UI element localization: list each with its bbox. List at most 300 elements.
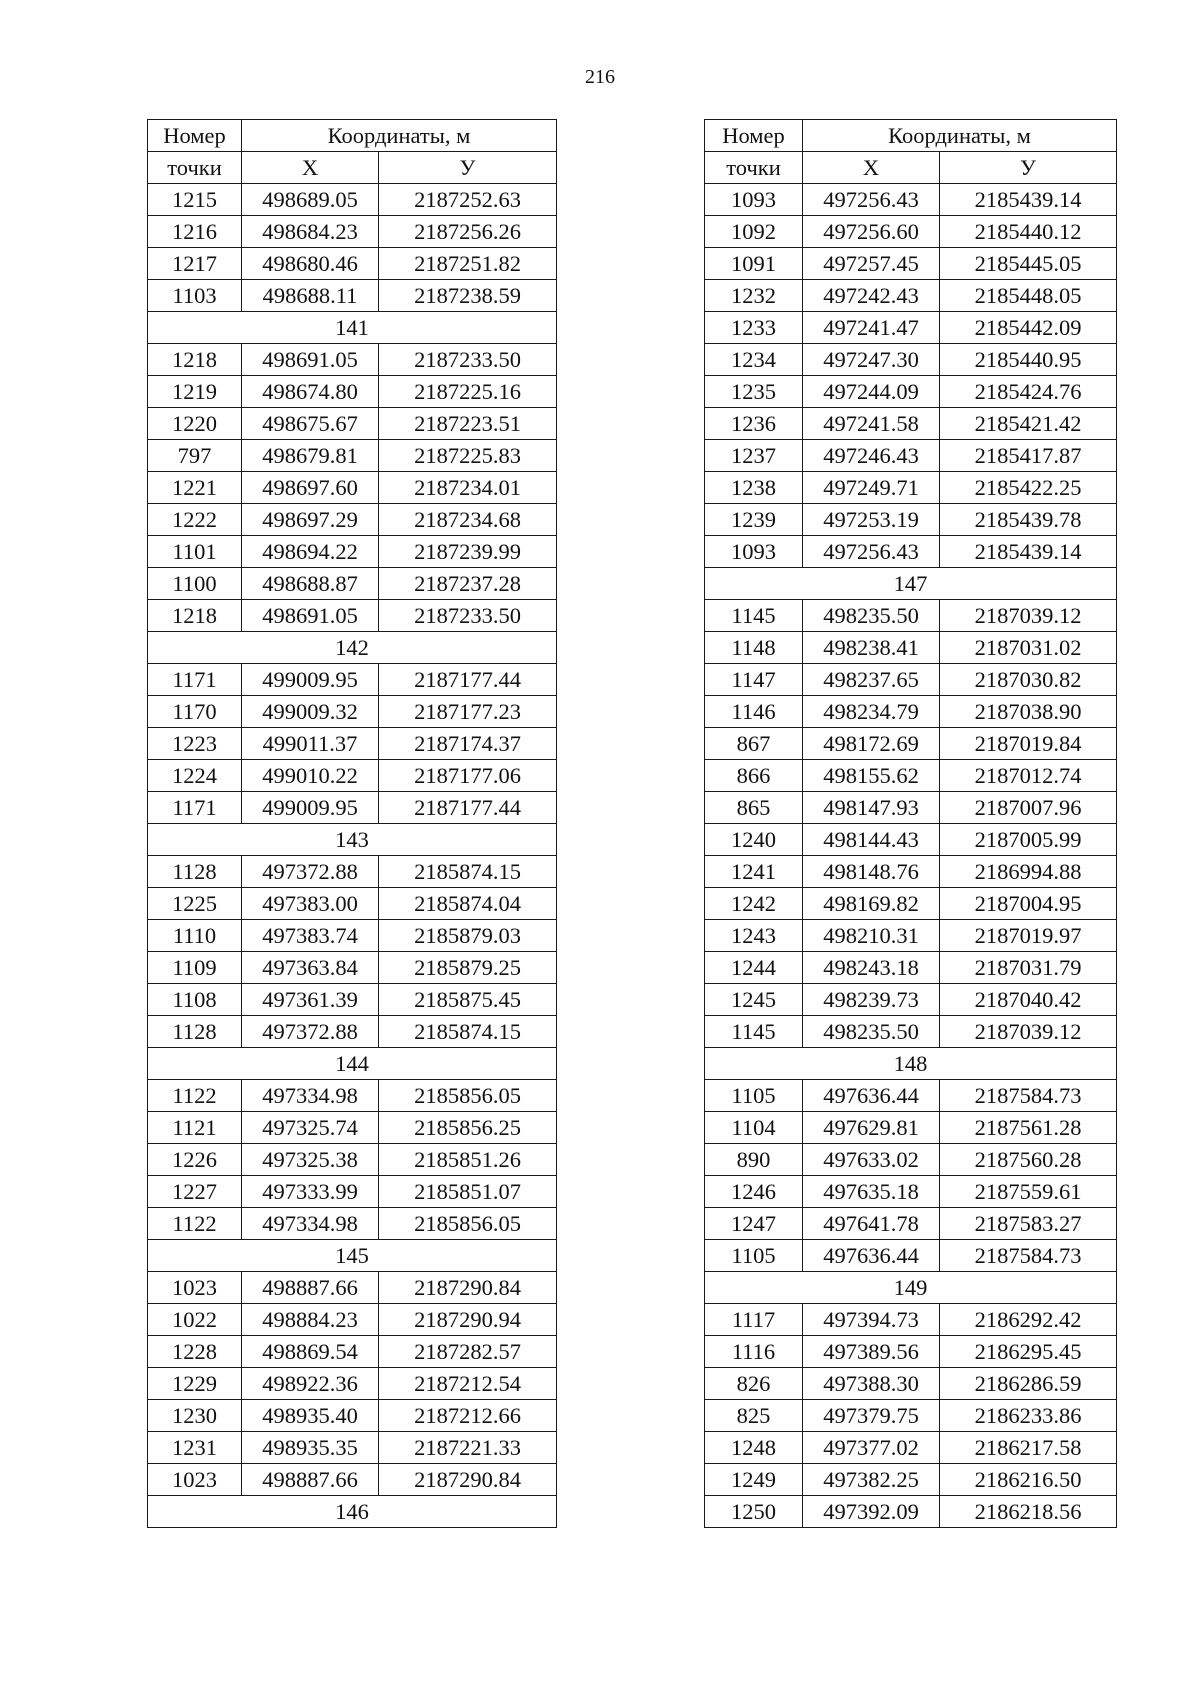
table-row [148, 1176, 557, 1208]
y-coordinate-cell: 2185424.76 [940, 376, 1117, 408]
point-number-cell: 1109 [148, 952, 242, 984]
table-row [705, 1144, 1117, 1176]
y-coordinate-cell: 2185445.05 [940, 248, 1117, 280]
coordinates-table-right [704, 119, 1117, 1528]
point-number-cell: 1091 [705, 248, 803, 280]
x-coordinate-cell: 498144.43 [803, 824, 940, 856]
x-coordinate-cell: 498869.54 [242, 1336, 379, 1368]
table-row [705, 472, 1117, 504]
y-coordinate-cell: 2186216.50 [940, 1464, 1117, 1496]
table-row [705, 984, 1117, 1016]
point-number-cell: 1227 [148, 1176, 242, 1208]
point-number-cell: 1234 [705, 344, 803, 376]
x-coordinate-cell: 498935.40 [242, 1400, 379, 1432]
y-coordinate-cell: 2187251.82 [379, 248, 557, 280]
y-coordinate-cell: 2186217.58 [940, 1432, 1117, 1464]
y-coordinate-cell: 2187007.96 [940, 792, 1117, 824]
point-number-cell: 1249 [705, 1464, 803, 1496]
x-coordinate-cell: 497334.98 [242, 1208, 379, 1240]
x-coordinate-cell: 498237.65 [803, 664, 940, 696]
table-row [148, 408, 557, 440]
y-coordinate-cell: 2187177.44 [379, 664, 557, 696]
x-coordinate-cell: 498684.23 [242, 216, 379, 248]
table-row [148, 1432, 557, 1464]
table-row [705, 1368, 1117, 1400]
y-coordinate-cell: 2187030.82 [940, 664, 1117, 696]
section-row [148, 1048, 557, 1080]
point-number-cell: 1108 [148, 984, 242, 1016]
table-row [148, 856, 557, 888]
x-coordinate-cell: 499009.95 [242, 792, 379, 824]
y-coordinate-cell: 2187290.84 [379, 1464, 557, 1496]
point-number-cell: 1117 [705, 1304, 803, 1336]
y-coordinate-cell: 2185856.05 [379, 1208, 557, 1240]
point-number-cell: 1226 [148, 1144, 242, 1176]
point-number-cell: 1223 [148, 728, 242, 760]
point-number-cell: 1128 [148, 1016, 242, 1048]
table-row [705, 504, 1117, 536]
point-number-cell: 1230 [148, 1400, 242, 1432]
y-coordinate-cell: 2187290.94 [379, 1304, 557, 1336]
x-coordinate-cell: 499009.32 [242, 696, 379, 728]
point-number-header-line2: точки [705, 152, 803, 184]
section-number: 141 [148, 312, 557, 344]
point-number-cell: 1244 [705, 952, 803, 984]
section-number: 144 [148, 1048, 557, 1080]
table-row [148, 888, 557, 920]
x-coordinate-cell: 497372.88 [242, 856, 379, 888]
x-coordinate-cell: 497382.25 [803, 1464, 940, 1496]
section-row [148, 632, 557, 664]
section-number: 148 [705, 1048, 1117, 1080]
point-number-cell: 1220 [148, 408, 242, 440]
x-coordinate-cell: 497389.56 [803, 1336, 940, 1368]
table-row [148, 344, 557, 376]
table-row [148, 728, 557, 760]
point-number-cell: 1242 [705, 888, 803, 920]
x-coordinate-cell: 497361.39 [242, 984, 379, 1016]
point-number-cell: 890 [705, 1144, 803, 1176]
table-row [148, 216, 557, 248]
table-row [705, 376, 1117, 408]
point-number-header: Номер [148, 120, 242, 152]
table-row [705, 1464, 1117, 1496]
x-coordinate-cell: 497641.78 [803, 1208, 940, 1240]
point-number-cell: 1145 [705, 1016, 803, 1048]
section-number: 142 [148, 632, 557, 664]
y-coordinate-cell: 2187212.66 [379, 1400, 557, 1432]
y-coordinate-cell: 2187039.12 [940, 1016, 1117, 1048]
x-coordinate-cell: 498697.29 [242, 504, 379, 536]
table-row [705, 536, 1117, 568]
section-row [148, 312, 557, 344]
table-row [148, 1080, 557, 1112]
point-number-cell: 1233 [705, 312, 803, 344]
y-coordinate-cell: 2187031.02 [940, 632, 1117, 664]
point-number-cell: 1239 [705, 504, 803, 536]
y-coordinate-cell: 2187040.42 [940, 984, 1117, 1016]
point-number-header: Номер [705, 120, 803, 152]
x-coordinate-cell: 498922.36 [242, 1368, 379, 1400]
table-subheader-row [705, 152, 1117, 184]
table-row [148, 568, 557, 600]
table-row [148, 1368, 557, 1400]
point-number-cell: 1221 [148, 472, 242, 504]
x-coordinate-cell: 497333.99 [242, 1176, 379, 1208]
point-number-cell: 1103 [148, 280, 242, 312]
point-number-cell: 1218 [148, 600, 242, 632]
x-coordinate-cell: 497256.43 [803, 184, 940, 216]
x-coordinate-cell: 497334.98 [242, 1080, 379, 1112]
section-row [148, 824, 557, 856]
table-row [148, 984, 557, 1016]
section-number: 147 [705, 568, 1117, 600]
table-row [148, 1304, 557, 1336]
y-coordinate-cell: 2187225.83 [379, 440, 557, 472]
x-column-header: X [242, 152, 379, 184]
y-coordinate-cell: 2185439.78 [940, 504, 1117, 536]
y-coordinate-cell: 2187239.99 [379, 536, 557, 568]
point-number-cell: 1241 [705, 856, 803, 888]
y-coordinate-cell: 2186233.86 [940, 1400, 1117, 1432]
x-coordinate-cell: 498679.81 [242, 440, 379, 472]
x-coordinate-cell: 498697.60 [242, 472, 379, 504]
table-row [148, 248, 557, 280]
point-number-cell: 1219 [148, 376, 242, 408]
y-coordinate-cell: 2187174.37 [379, 728, 557, 760]
point-number-cell: 1105 [705, 1080, 803, 1112]
point-number-cell: 1240 [705, 824, 803, 856]
table-row [148, 696, 557, 728]
point-number-cell: 1022 [148, 1304, 242, 1336]
x-coordinate-cell: 498169.82 [803, 888, 940, 920]
y-coordinate-cell: 2185856.05 [379, 1080, 557, 1112]
y-coordinate-cell: 2187221.33 [379, 1432, 557, 1464]
x-coordinate-cell: 497633.02 [803, 1144, 940, 1176]
section-number: 143 [148, 824, 557, 856]
point-number-cell: 1110 [148, 920, 242, 952]
y-coordinate-cell: 2185422.25 [940, 472, 1117, 504]
table-header-row [148, 120, 557, 152]
x-coordinate-cell: 497392.09 [803, 1496, 940, 1528]
x-coordinate-cell: 497636.44 [803, 1080, 940, 1112]
coordinates-header: Координаты, м [242, 120, 557, 152]
x-coordinate-cell: 498694.22 [242, 536, 379, 568]
y-coordinate-cell: 2187234.01 [379, 472, 557, 504]
y-coordinate-cell: 2187019.84 [940, 728, 1117, 760]
x-column-header: X [803, 152, 940, 184]
x-coordinate-cell: 497383.74 [242, 920, 379, 952]
x-coordinate-cell: 497635.18 [803, 1176, 940, 1208]
section-row [148, 1240, 557, 1272]
x-coordinate-cell: 497379.75 [803, 1400, 940, 1432]
table-row [705, 856, 1117, 888]
y-coordinate-cell: 2185874.15 [379, 1016, 557, 1048]
table-row [705, 1240, 1117, 1272]
x-coordinate-cell: 498884.23 [242, 1304, 379, 1336]
x-coordinate-cell: 498674.80 [242, 376, 379, 408]
table-row [705, 1112, 1117, 1144]
x-coordinate-cell: 498147.93 [803, 792, 940, 824]
point-number-cell: 1228 [148, 1336, 242, 1368]
point-number-cell: 1224 [148, 760, 242, 792]
table-row [705, 728, 1117, 760]
y-coordinate-cell: 2187225.16 [379, 376, 557, 408]
x-coordinate-cell: 498689.05 [242, 184, 379, 216]
table-row [148, 376, 557, 408]
table-row [705, 216, 1117, 248]
x-coordinate-cell: 497247.30 [803, 344, 940, 376]
point-number-cell: 1232 [705, 280, 803, 312]
point-number-cell: 1218 [148, 344, 242, 376]
y-coordinate-cell: 2185874.15 [379, 856, 557, 888]
point-number-cell: 826 [705, 1368, 803, 1400]
x-coordinate-cell: 498688.11 [242, 280, 379, 312]
point-number-cell: 1246 [705, 1176, 803, 1208]
table-row [705, 184, 1117, 216]
point-number-cell: 825 [705, 1400, 803, 1432]
y-coordinate-cell: 2187233.50 [379, 344, 557, 376]
point-number-cell: 1023 [148, 1464, 242, 1496]
x-coordinate-cell: 497629.81 [803, 1112, 940, 1144]
table-row [705, 1080, 1117, 1112]
table-row [705, 280, 1117, 312]
x-coordinate-cell: 498155.62 [803, 760, 940, 792]
y-coordinate-cell: 2187238.59 [379, 280, 557, 312]
x-coordinate-cell: 498210.31 [803, 920, 940, 952]
table-row [148, 600, 557, 632]
y-coordinate-cell: 2187019.97 [940, 920, 1117, 952]
table-row [148, 1112, 557, 1144]
section-row [705, 1048, 1117, 1080]
x-coordinate-cell: 497325.38 [242, 1144, 379, 1176]
point-number-cell: 1238 [705, 472, 803, 504]
table-row [148, 1336, 557, 1368]
x-coordinate-cell: 499011.37 [242, 728, 379, 760]
table-row [705, 1016, 1117, 1048]
y-coordinate-cell: 2185440.95 [940, 344, 1117, 376]
table-row [148, 280, 557, 312]
point-number-cell: 1215 [148, 184, 242, 216]
point-number-cell: 865 [705, 792, 803, 824]
x-coordinate-cell: 498239.73 [803, 984, 940, 1016]
x-coordinate-cell: 497383.00 [242, 888, 379, 920]
section-row [705, 1272, 1117, 1304]
section-number: 149 [705, 1272, 1117, 1304]
x-coordinate-cell: 498691.05 [242, 344, 379, 376]
point-number-cell: 1247 [705, 1208, 803, 1240]
point-number-cell: 1250 [705, 1496, 803, 1528]
y-coordinate-cell: 2185417.87 [940, 440, 1117, 472]
y-coordinate-cell: 2187252.63 [379, 184, 557, 216]
x-coordinate-cell: 497372.88 [242, 1016, 379, 1048]
table-row [148, 920, 557, 952]
point-number-cell: 1116 [705, 1336, 803, 1368]
x-coordinate-cell: 499009.95 [242, 664, 379, 696]
table-header-row [705, 120, 1117, 152]
table-row [705, 1496, 1117, 1528]
table-row [148, 536, 557, 568]
x-coordinate-cell: 497394.73 [803, 1304, 940, 1336]
point-number-cell: 1170 [148, 696, 242, 728]
table-row [705, 888, 1117, 920]
table-row [705, 920, 1117, 952]
point-number-cell: 1237 [705, 440, 803, 472]
y-coordinate-cell: 2185439.14 [940, 536, 1117, 568]
table-row [705, 408, 1117, 440]
point-number-cell: 1121 [148, 1112, 242, 1144]
y-coordinate-cell: 2187031.79 [940, 952, 1117, 984]
point-number-cell: 1243 [705, 920, 803, 952]
y-coordinate-cell: 2187584.73 [940, 1240, 1117, 1272]
table-row [148, 1400, 557, 1432]
x-coordinate-cell: 498887.66 [242, 1464, 379, 1496]
x-coordinate-cell: 498691.05 [242, 600, 379, 632]
y-coordinate-cell: 2185879.03 [379, 920, 557, 952]
y-coordinate-cell: 2187038.90 [940, 696, 1117, 728]
table-row [705, 1208, 1117, 1240]
point-number-cell: 1092 [705, 216, 803, 248]
y-coordinate-cell: 2185439.14 [940, 184, 1117, 216]
point-number-cell: 1145 [705, 600, 803, 632]
y-coordinate-cell: 2187039.12 [940, 600, 1117, 632]
y-coordinate-cell: 2187005.99 [940, 824, 1117, 856]
point-number-cell: 1148 [705, 632, 803, 664]
table-row [148, 760, 557, 792]
y-coordinate-cell: 2185874.04 [379, 888, 557, 920]
x-coordinate-cell: 497242.43 [803, 280, 940, 312]
point-number-cell: 1122 [148, 1208, 242, 1240]
table-row [705, 1400, 1117, 1432]
table-row [705, 344, 1117, 376]
y-coordinate-cell: 2187223.51 [379, 408, 557, 440]
y-coordinate-cell: 2187234.68 [379, 504, 557, 536]
table-row [148, 1016, 557, 1048]
point-number-cell: 1093 [705, 536, 803, 568]
point-number-cell: 1122 [148, 1080, 242, 1112]
point-number-cell: 866 [705, 760, 803, 792]
y-coordinate-cell: 2185421.42 [940, 408, 1117, 440]
y-coordinate-cell: 2185879.25 [379, 952, 557, 984]
table-row [148, 1464, 557, 1496]
y-coordinate-cell: 2187256.26 [379, 216, 557, 248]
point-number-cell: 1171 [148, 664, 242, 696]
y-coordinate-cell: 2187004.95 [940, 888, 1117, 920]
point-number-cell: 1231 [148, 1432, 242, 1464]
point-number-cell: 1245 [705, 984, 803, 1016]
table-row [148, 792, 557, 824]
y-coordinate-cell: 2185856.25 [379, 1112, 557, 1144]
x-coordinate-cell: 498675.67 [242, 408, 379, 440]
table-row [148, 184, 557, 216]
table-body-right [705, 184, 1117, 1528]
table-row [148, 472, 557, 504]
table-row [705, 696, 1117, 728]
y-coordinate-cell: 2187583.27 [940, 1208, 1117, 1240]
x-coordinate-cell: 497257.45 [803, 248, 940, 280]
y-coordinate-cell: 2185440.12 [940, 216, 1117, 248]
coordinates-header: Координаты, м [803, 120, 1117, 152]
table-row [148, 1208, 557, 1240]
y-coordinate-cell: 2186295.45 [940, 1336, 1117, 1368]
x-coordinate-cell: 498243.18 [803, 952, 940, 984]
section-row [705, 568, 1117, 600]
table-row [148, 952, 557, 984]
y-coordinate-cell: 2187282.57 [379, 1336, 557, 1368]
x-coordinate-cell: 499010.22 [242, 760, 379, 792]
y-coordinate-cell: 2185442.09 [940, 312, 1117, 344]
table-body-left [148, 184, 557, 1528]
x-coordinate-cell: 497377.02 [803, 1432, 940, 1464]
x-coordinate-cell: 497388.30 [803, 1368, 940, 1400]
table-row [705, 632, 1117, 664]
y-coordinate-cell: 2185851.07 [379, 1176, 557, 1208]
point-number-header-line2: точки [148, 152, 242, 184]
section-row [148, 1496, 557, 1528]
y-coordinate-cell: 2187290.84 [379, 1272, 557, 1304]
x-coordinate-cell: 497253.19 [803, 504, 940, 536]
point-number-cell: 1222 [148, 504, 242, 536]
point-number-cell: 1093 [705, 184, 803, 216]
y-coordinate-cell: 2187177.06 [379, 760, 557, 792]
y-column-header: У [940, 152, 1117, 184]
y-coordinate-cell: 2185875.45 [379, 984, 557, 1016]
table-row [705, 1336, 1117, 1368]
table-row [705, 1176, 1117, 1208]
x-coordinate-cell: 497249.71 [803, 472, 940, 504]
point-number-cell: 1147 [705, 664, 803, 696]
point-number-cell: 1229 [148, 1368, 242, 1400]
x-coordinate-cell: 497241.58 [803, 408, 940, 440]
x-coordinate-cell: 498688.87 [242, 568, 379, 600]
point-number-cell: 1146 [705, 696, 803, 728]
point-number-cell: 1104 [705, 1112, 803, 1144]
y-coordinate-cell: 2187560.28 [940, 1144, 1117, 1176]
x-coordinate-cell: 498235.50 [803, 1016, 940, 1048]
point-number-cell: 1248 [705, 1432, 803, 1464]
point-number-cell: 1023 [148, 1272, 242, 1304]
y-coordinate-cell: 2185448.05 [940, 280, 1117, 312]
table-row [705, 952, 1117, 984]
x-coordinate-cell: 497256.60 [803, 216, 940, 248]
table-row [705, 248, 1117, 280]
point-number-cell: 1128 [148, 856, 242, 888]
x-coordinate-cell: 497363.84 [242, 952, 379, 984]
point-number-cell: 1216 [148, 216, 242, 248]
x-coordinate-cell: 498148.76 [803, 856, 940, 888]
x-coordinate-cell: 497241.47 [803, 312, 940, 344]
point-number-cell: 1100 [148, 568, 242, 600]
table-row [148, 440, 557, 472]
x-coordinate-cell: 497246.43 [803, 440, 940, 472]
point-number-cell: 867 [705, 728, 803, 760]
coordinates-table-left [147, 119, 557, 1528]
x-coordinate-cell: 498172.69 [803, 728, 940, 760]
x-coordinate-cell: 498680.46 [242, 248, 379, 280]
table-row [705, 664, 1117, 696]
y-coordinate-cell: 2187177.23 [379, 696, 557, 728]
y-coordinate-cell: 2187177.44 [379, 792, 557, 824]
x-coordinate-cell: 497636.44 [803, 1240, 940, 1272]
y-coordinate-cell: 2187212.54 [379, 1368, 557, 1400]
x-coordinate-cell: 498235.50 [803, 600, 940, 632]
y-column-header: У [379, 152, 557, 184]
table-row [705, 312, 1117, 344]
section-number: 145 [148, 1240, 557, 1272]
table-row [705, 600, 1117, 632]
point-number-cell: 1225 [148, 888, 242, 920]
y-coordinate-cell: 2187584.73 [940, 1080, 1117, 1112]
